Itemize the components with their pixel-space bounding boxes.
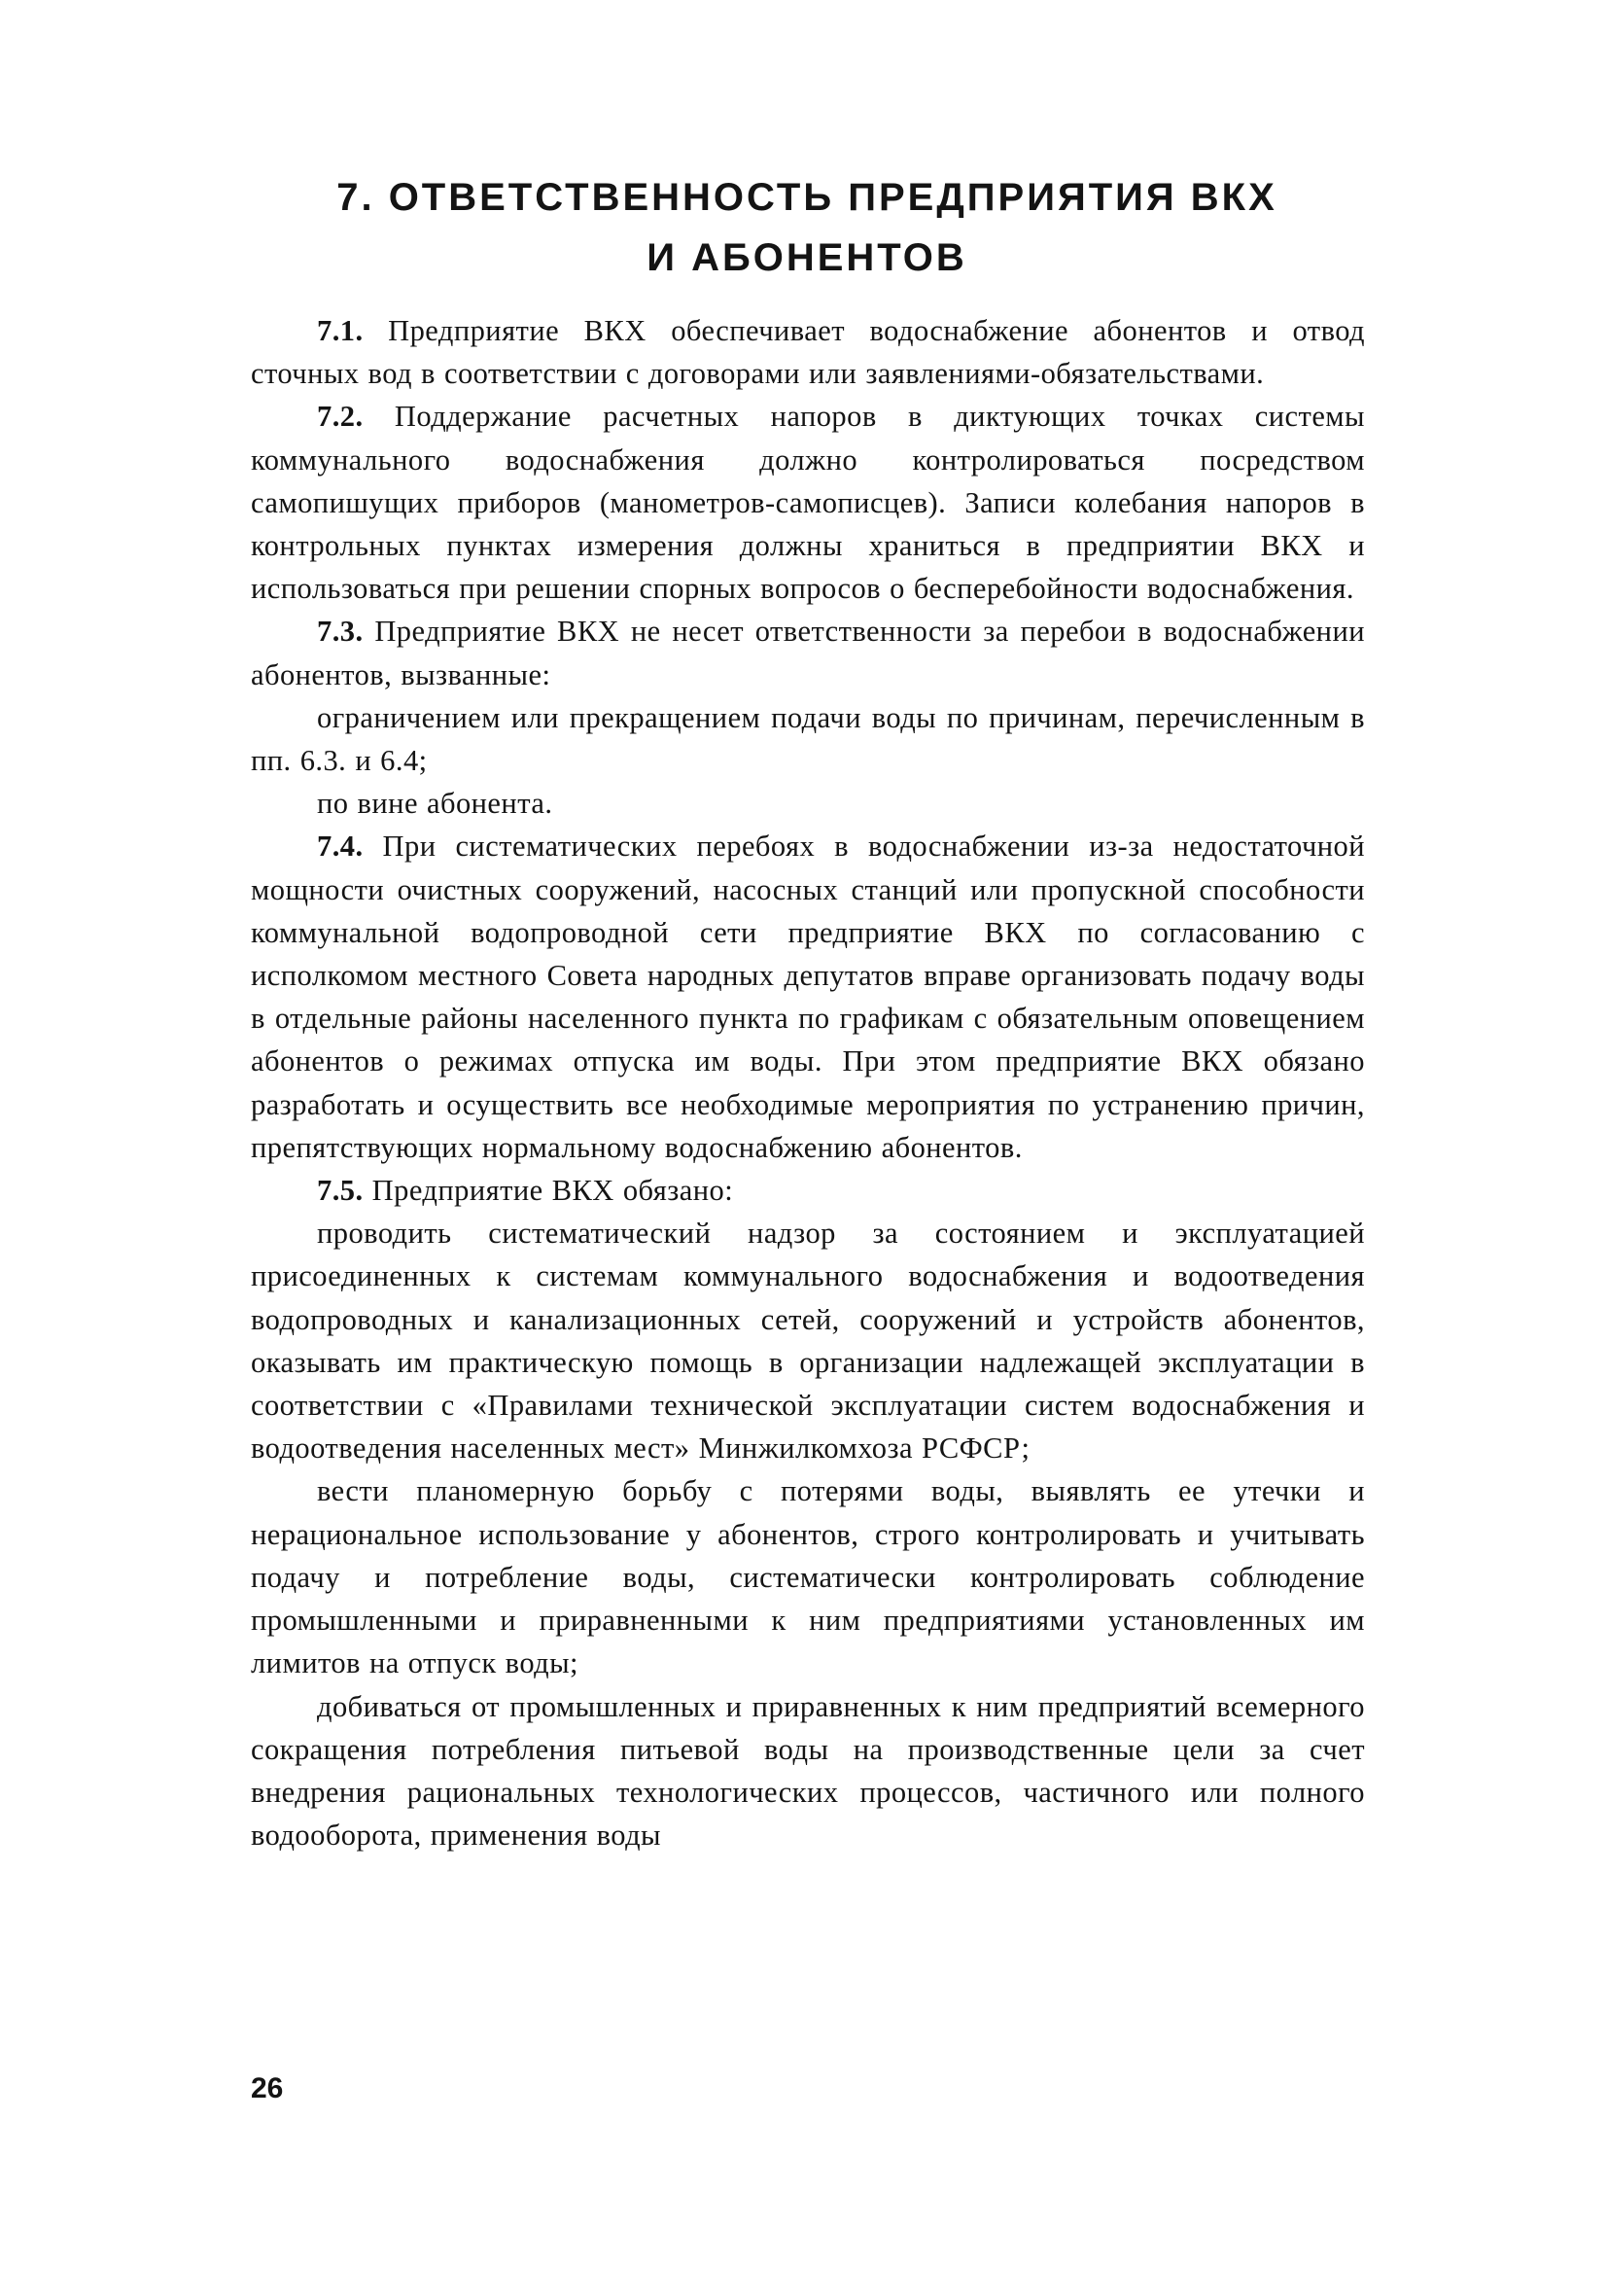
paragraph-text: проводить систематический надзор за состоянием и эксплуатацией присоединенных к системам коммунального водоснабжения и водоотведения водопроводных и канализационных сетей, сооружений и устройств абонентов, оказывать им практическую помощь в организации надлежащей эксплуатации в соответствии с «Правилами технической эксплуатации систем водоснабжения и водоотведения населенных мест» Минжилкомхоза РСФСР; (251, 1217, 1365, 1466)
paragraph-text: добиваться от промышленных и приравненных к ним предприятий всемерного сокращения потребления питьевой воды на производственные цели за счет внедрения рациональных технологических процессов, частичного или полного водооборота, применения воды (251, 1689, 1365, 1853)
paragraph-7-5 (251, 1169, 1365, 1212)
paragraph-text: Предприятие ВКХ обеспечивает водоснабжение абонентов и отвод сточных вод в соответствии с договорами или заявлениями-обязательствами. (251, 314, 1366, 391)
paragraph-number: 7.3. (317, 615, 364, 649)
paragraph-number: 7.1. (317, 314, 364, 347)
paragraph-text: Предприятие ВКХ обязано: (371, 1174, 734, 1208)
paragraph-text: Поддержание расчетных напоров в диктующих точках системы коммунального водоснабжения должно контролироваться посредством самопишущих приборов (манометров-самописцев). Записи колебания напоров в контрольных пунктах измерения должны храниться в предприятии ВКХ и использоваться при решении спорных вопросов о бесперебойности водоснабжения. (251, 400, 1365, 606)
paragraph-text: При систематических перебоях в водоснабжении из-за недостаточной мощности очистных сооружений, насосных станций или пропускной способности коммунальной водопроводной сети предприятие ВКХ по согласованию с исполкомом местного Совета народных депутатов вправе организовать подачу воды в отдельные районы населенного пункта по графикам с обязательным оповещением абонентов о режимах отпуска им воды. При этом предприятие ВКХ обязано разработать и осуществить все необходимые мероприятия по устранению причин, препятствующих нормальному водоснабжению абонентов. (251, 830, 1365, 1164)
paragraph-text: вести планомерную борьбу с потерями воды, выявлять ее утечки и нерациональное использование у абонентов, строго контролировать и учитывать подачу и потребление воды, систематически контролировать соблюдение промышленными и приравненными к ним предприятиями установленных им лимитов на отпуск воды; (251, 1474, 1365, 1680)
paragraph-7-5-item-2 (251, 1469, 1365, 1684)
paragraph-text: ограничением или прекращением подачи воды по причинам, перечисленным в пп. 6.3. и 6.4; (251, 700, 1365, 778)
paragraph-number: 7.2. (317, 400, 364, 434)
paragraph-7-1 (251, 309, 1365, 395)
section-heading-line-1: 7. ОТВЕТСТВЕННОСТЬ ПРЕДПРИЯТИЯ ВКХ (336, 176, 1277, 219)
paragraph-7-3-item-1 (251, 696, 1365, 782)
paragraph-7-2 (251, 395, 1365, 610)
section-heading (243, 167, 1371, 288)
section-body (251, 309, 1365, 1856)
paragraph-7-3-item-2 (251, 782, 1365, 825)
paragraph-text: Предприятие ВКХ не несет ответственности за перебои в водоснабжении абонентов, вызванные: (251, 615, 1366, 691)
section-heading-line-2: И АБОНЕНТОВ (647, 236, 967, 279)
page-number: 26 (251, 2072, 284, 2104)
paragraph-number: 7.4. (317, 830, 364, 864)
paragraph-7-5-item-1 (251, 1212, 1365, 1469)
paragraph-7-5-item-3 (251, 1685, 1365, 1857)
paragraph-7-4 (251, 825, 1365, 1169)
paragraph-7-3 (251, 610, 1365, 695)
paragraph-text: по вине абонента. (317, 787, 553, 821)
paragraph-number: 7.5. (317, 1174, 364, 1208)
